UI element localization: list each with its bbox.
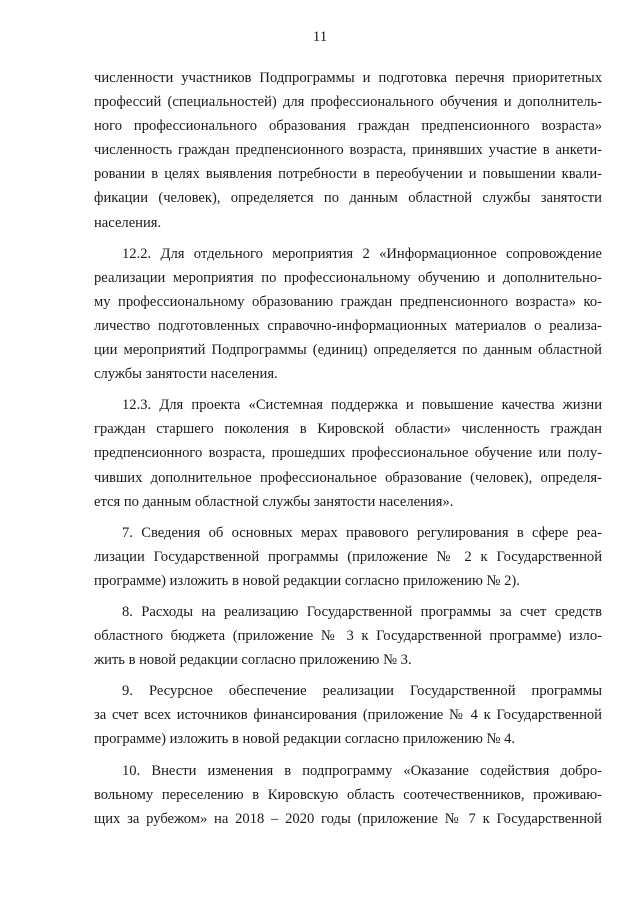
- text-line: реализации мероприятия по профессиональному обучению и дополнительно-: [94, 269, 602, 286]
- text-line: службы занятости населения.: [94, 366, 278, 383]
- paragraph-item-7: [94, 521, 602, 593]
- text-line: 8. Расходы на реализацию Государственной программы за счет средств: [122, 603, 602, 620]
- text-line: программе) изложить в новой редакции согласно приложению № 2).: [94, 572, 520, 589]
- text-line: ции мероприятий Подпрограммы (единиц) определяется по данным областной: [94, 342, 602, 359]
- paragraph-item-12-2: [94, 242, 602, 387]
- text-line: личество подготовленных справочно-информационных материалов о реализа-: [94, 317, 602, 334]
- paragraph-continuation: [94, 66, 602, 235]
- text-line: жить в новой редакции согласно приложению № 3.: [94, 652, 412, 669]
- text-line: населения.: [94, 214, 162, 231]
- text-line: вольному переселению в Кировскую область соотечественников, проживаю-: [94, 786, 602, 803]
- text-line: 10. Внести изменения в подпрограмму «Оказание содействия добро-: [122, 762, 602, 779]
- text-line: за счет всех источников финансирования (приложение № 4 к Государственной: [94, 707, 602, 724]
- text-line: 7. Сведения об основных мерах правового регулирования в сфере реа-: [122, 524, 602, 541]
- text-line: лизации Государственной программы (приложение № 2 к Государственной: [94, 548, 602, 565]
- text-line: 12.2. Для отдельного мероприятия 2 «Информационное сопровождение: [122, 245, 602, 262]
- text-line: численности участников Подпрограммы и подготовка перечня приоритетных: [94, 70, 602, 86]
- text-line: ровании в целях выявления потребности в переобучении и повышении квали-: [94, 166, 602, 183]
- text-line: 9. Ресурсное обеспечение реализации Государственной программы: [122, 683, 602, 700]
- text-line: профессий (специальностей) для профессионального обучения и дополнитель-: [94, 94, 602, 111]
- text-line: фикации (человек), определяется по данным областной службы занятости: [94, 190, 602, 207]
- paragraph-item-10: [94, 759, 602, 831]
- text-line: щих за рубежом» на 2018 – 2020 годы (приложение № 7 к Государственной: [94, 810, 602, 827]
- text-line: 12.3. Для проекта «Системная поддержка и повышение качества жизни: [122, 397, 602, 414]
- paragraph-item-8: [94, 600, 602, 672]
- document-body: [94, 66, 602, 838]
- text-line: предпенсионного возраста, прошедших профессиональное обучение или полу-: [94, 445, 602, 462]
- page-number: 11: [312, 29, 328, 45]
- text-line: ется по данным областной службы занятости населения».: [94, 493, 454, 510]
- paragraph-item-9: [94, 679, 602, 751]
- text-line: чивших дополнительное профессиональное образование (человек), определя-: [94, 469, 602, 486]
- text-line: областного бюджета (приложение № 3 к Государственной программе) изло-: [94, 628, 602, 645]
- text-line: му профессиональному образованию граждан предпенсионного возраста» ко-: [94, 293, 602, 310]
- paragraph-item-12-3: [94, 393, 602, 513]
- text-line: программе) изложить в новой редакции согласно приложению № 4.: [94, 731, 516, 748]
- text-line: ного профессионального образования граждан предпенсионного возраста»: [94, 118, 602, 135]
- text-line: численность граждан предпенсионного возраста, принявших участие в анкети-: [94, 142, 602, 159]
- text-line: граждан старшего поколения в Кировской области» численность граждан: [94, 421, 602, 438]
